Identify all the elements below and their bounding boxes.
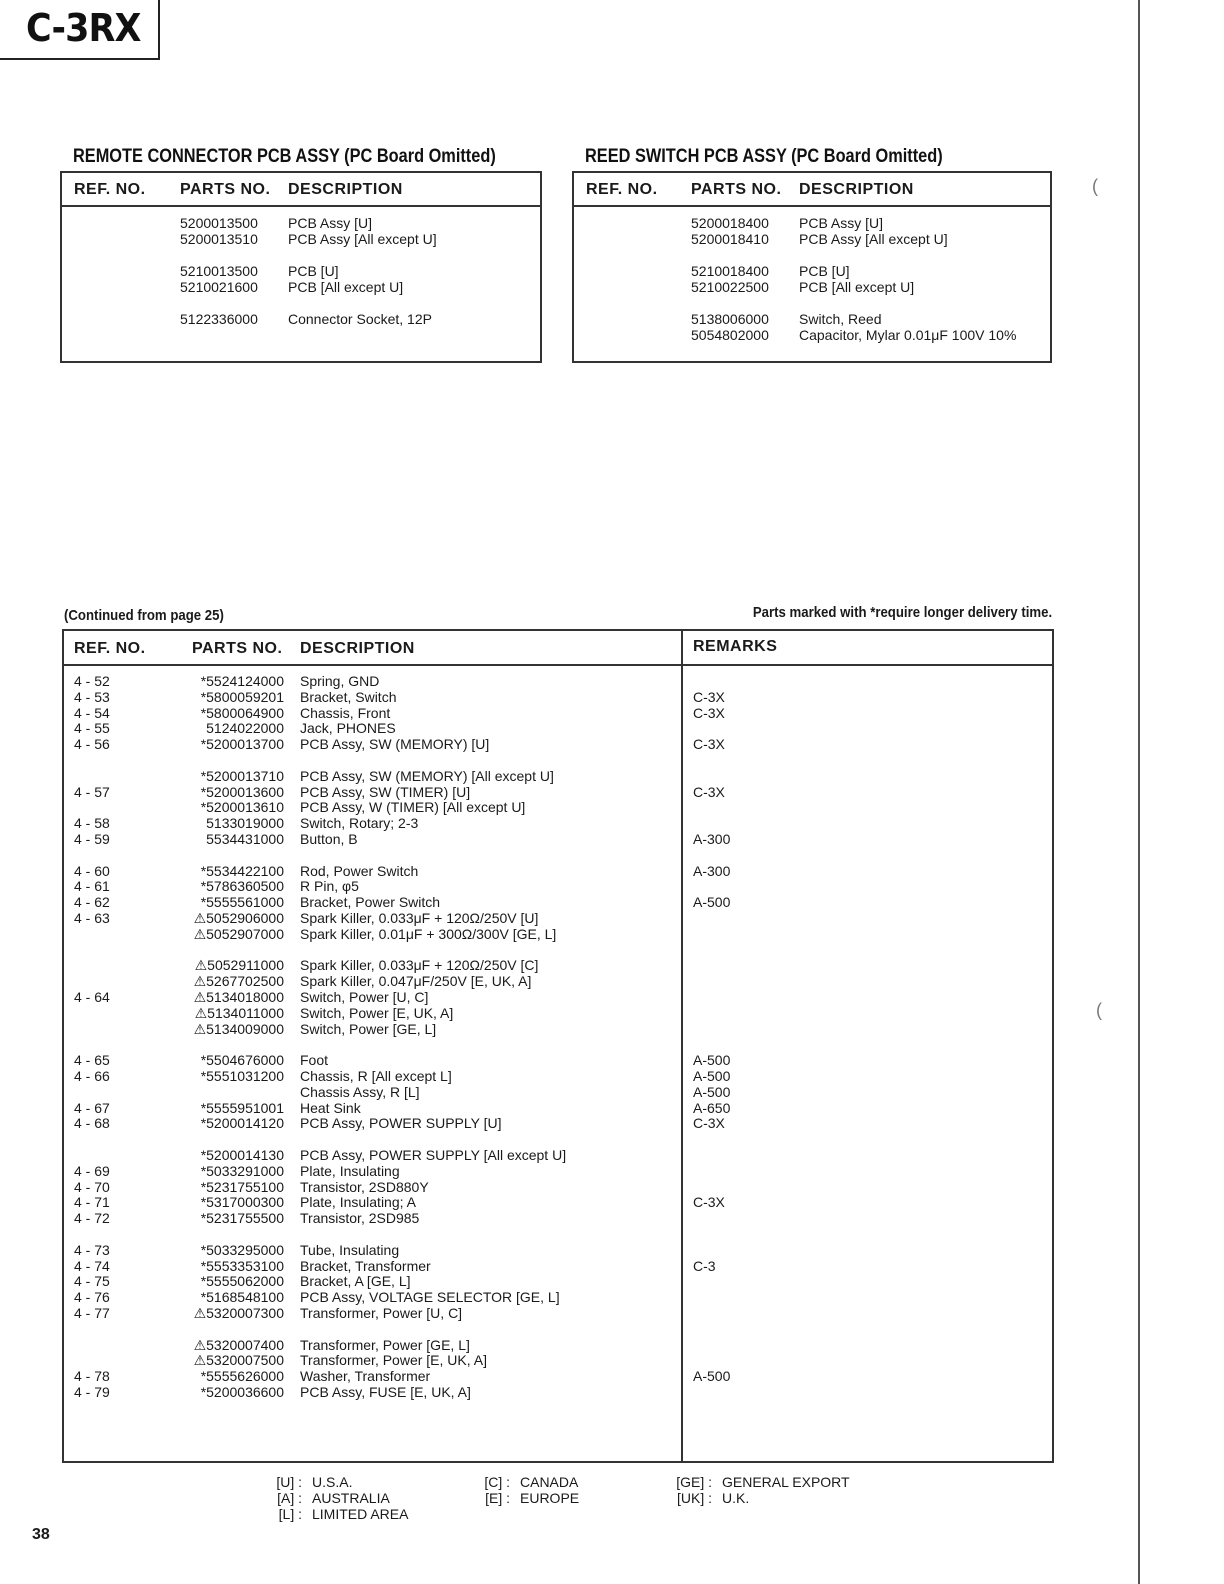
part-description: Transistor, 2SD880Y xyxy=(300,1178,429,1195)
binding-rule xyxy=(1138,0,1140,1584)
remark: A-300 xyxy=(693,862,731,879)
model-title: C-3RX xyxy=(26,6,141,50)
part-description: Chassis Assy, R [L] xyxy=(300,1083,420,1100)
part-number: 5122336000 xyxy=(180,311,258,327)
table-row xyxy=(574,231,1050,247)
part-number: ⚠5134011000 xyxy=(194,1004,284,1021)
table-row xyxy=(62,279,540,295)
reed-parts-table xyxy=(572,171,1052,363)
legend-key: [A] : xyxy=(277,1490,302,1506)
part-description: Transformer, Power [E, UK, A] xyxy=(300,1352,487,1369)
remark: C-3X xyxy=(693,736,725,753)
ref-no: 4 - 54 xyxy=(74,704,110,721)
part-number: *5800059201 xyxy=(200,688,284,705)
part-description: Capacitor, Mylar 0.01μF 100V 10% xyxy=(799,327,1017,343)
table-row xyxy=(64,1068,1052,1084)
part-description: PCB Assy, SW (MEMORY) [U] xyxy=(300,736,490,753)
part-number: 5054802000 xyxy=(691,327,769,343)
ref-no: 4 - 73 xyxy=(74,1241,110,1258)
remark: C-3X xyxy=(693,783,725,800)
part-description: PCB [All except U] xyxy=(799,279,915,295)
part-description: PCB Assy, SW (TIMER) [U] xyxy=(300,783,471,800)
reed-section-title: REED SWITCH PCB ASSY (PC Board Omitted) xyxy=(585,146,943,167)
ref-no: 4 - 62 xyxy=(74,894,110,911)
part-description: PCB Assy [U] xyxy=(288,215,373,231)
margin-mark: ( xyxy=(1096,1000,1102,1020)
ref-no: 4 - 63 xyxy=(74,910,110,926)
part-description: Washer, Transformer xyxy=(300,1368,431,1385)
part-description: Transistor, 2SD985 xyxy=(300,1210,420,1227)
table-row xyxy=(64,1289,1052,1305)
legend-value: U.K. xyxy=(722,1490,750,1506)
part-description: Connector Socket, 12P xyxy=(288,311,432,327)
table-row xyxy=(574,327,1050,343)
part-description: Switch, Rotary; 2-3 xyxy=(300,815,419,832)
table-row xyxy=(64,815,1052,831)
part-description: Tube, Insulating xyxy=(300,1241,400,1258)
header-parts-no: PARTS NO. xyxy=(691,181,782,198)
legend-key: [L] : xyxy=(278,1506,302,1522)
part-description: PCB Assy [All except U] xyxy=(288,231,437,247)
part-description: Bracket, Power Switch xyxy=(300,894,441,911)
header-parts-no: PARTS NO. xyxy=(180,181,271,198)
part-number: 5210013500 xyxy=(180,263,258,279)
part-description: PCB [All except U] xyxy=(288,279,404,295)
table-row xyxy=(64,1084,1052,1100)
part-number: *5231755100 xyxy=(200,1178,284,1195)
table-row xyxy=(64,1052,1052,1068)
part-description: Foot xyxy=(300,1052,329,1069)
part-number: *5033291000 xyxy=(200,1162,284,1179)
remote-parts-table xyxy=(60,171,542,363)
table-row xyxy=(64,1179,1052,1195)
ref-no: 4 - 72 xyxy=(74,1210,110,1227)
delivery-note: Parts marked with *require longer delivery time. xyxy=(752,604,1052,621)
part-description: Switch, Power [E, UK, A] xyxy=(300,1004,454,1021)
remark: C-3X xyxy=(693,704,725,721)
table-row xyxy=(64,768,1052,784)
part-description: PCB Assy, POWER SUPPLY [U] xyxy=(300,1115,502,1132)
ref-no: 4 - 75 xyxy=(74,1273,110,1290)
ref-no: 4 - 56 xyxy=(74,736,110,753)
table-row xyxy=(64,831,1052,847)
legend-value: GENERAL EXPORT xyxy=(722,1474,850,1490)
legend-item xyxy=(256,1474,408,1490)
table-row xyxy=(64,1163,1052,1179)
header-remarks: REMARKS xyxy=(693,638,778,655)
table-row xyxy=(64,863,1052,879)
legend-item xyxy=(666,1490,850,1506)
part-number: ⚠5134009000 xyxy=(193,1020,284,1037)
part-number: ⚠5052911000 xyxy=(194,957,284,974)
part-description: PCB Assy, W (TIMER) [All except U] xyxy=(300,799,526,816)
part-description: PCB [U] xyxy=(288,263,339,279)
part-number: *5231755500 xyxy=(200,1210,284,1227)
table-row xyxy=(64,720,1052,736)
part-description: Switch, Power [GE, L] xyxy=(300,1020,437,1037)
ref-no: 4 - 78 xyxy=(74,1368,110,1385)
table-row xyxy=(64,1100,1052,1116)
legend-item xyxy=(256,1490,408,1506)
part-number: 5138006000 xyxy=(691,311,769,327)
header-ref-no: REF. NO. xyxy=(74,640,146,657)
part-number: ⚠5320007300 xyxy=(193,1305,284,1321)
remark: A-500 xyxy=(693,1083,731,1100)
ref-no: 4 - 57 xyxy=(74,783,110,800)
table-row xyxy=(574,263,1050,279)
ref-no: 4 - 77 xyxy=(74,1305,110,1321)
page-number: 38 xyxy=(32,1526,50,1543)
part-description: R Pin, φ5 xyxy=(300,878,359,895)
table-row xyxy=(64,894,1052,910)
ref-no: 4 - 71 xyxy=(74,1194,110,1211)
part-number: *5524124000 xyxy=(200,673,284,689)
ref-no: 4 - 70 xyxy=(74,1178,110,1195)
part-description: Spark Killer, 0.033μF + 120Ω/250V [U] xyxy=(300,910,539,926)
part-number: *5786360500 xyxy=(200,878,284,895)
continued-note: (Continued from page 25) xyxy=(64,607,224,624)
model-box xyxy=(0,0,160,60)
part-number: *5551031200 xyxy=(200,1068,284,1084)
ref-no: 4 - 79 xyxy=(74,1384,110,1400)
table-row xyxy=(574,279,1050,295)
part-number: *5555951001 xyxy=(200,1099,284,1116)
ref-no: 4 - 53 xyxy=(74,688,110,705)
part-number: 5200018410 xyxy=(691,231,769,247)
legend-value: AUSTRALIA xyxy=(312,1490,390,1506)
part-description: PCB Assy, POWER SUPPLY [All except U] xyxy=(300,1147,567,1163)
part-description: Bracket, Transformer xyxy=(300,1257,431,1274)
table-header xyxy=(574,173,1050,207)
ref-no: 4 - 66 xyxy=(74,1068,110,1084)
table-row xyxy=(62,263,540,279)
part-number: *5534422100 xyxy=(200,862,284,879)
table-row xyxy=(64,705,1052,721)
table-row xyxy=(64,1258,1052,1274)
part-number: ⚠5320007500 xyxy=(193,1352,284,1369)
table-row xyxy=(64,1273,1052,1289)
table-row xyxy=(64,1352,1052,1368)
table-row xyxy=(64,673,1052,689)
table-row xyxy=(574,311,1050,327)
ref-no: 4 - 68 xyxy=(74,1115,110,1132)
part-description: Chassis, R [All except L] xyxy=(300,1068,452,1084)
part-number: 5200013500 xyxy=(180,215,258,231)
part-number: *5555626000 xyxy=(200,1368,284,1385)
table-row xyxy=(64,1115,1052,1131)
header-description: DESCRIPTION xyxy=(288,181,403,198)
legend-item xyxy=(666,1474,850,1490)
legend-item xyxy=(256,1506,408,1522)
part-number: *5168548100 xyxy=(200,1289,284,1306)
ref-no: 4 - 76 xyxy=(74,1289,110,1306)
remark: A-500 xyxy=(693,1068,731,1084)
part-number: *5200036600 xyxy=(200,1384,284,1400)
part-description: Plate, Insulating xyxy=(300,1162,400,1179)
ref-no: 4 - 60 xyxy=(74,862,110,879)
header-parts-no: PARTS NO. xyxy=(192,640,283,657)
remark: C-3X xyxy=(693,688,725,705)
remark: A-650 xyxy=(693,1099,731,1116)
table-row xyxy=(64,1194,1052,1210)
part-number: *5033295000 xyxy=(200,1241,284,1258)
remark: C-3X xyxy=(693,1194,725,1211)
part-number: *5555561000 xyxy=(200,894,284,911)
legend-item xyxy=(464,1490,579,1506)
part-number: 5200018400 xyxy=(691,215,769,231)
part-description: PCB Assy, SW (MEMORY) [All except U] xyxy=(300,767,554,784)
part-description: PCB Assy, VOLTAGE SELECTOR [GE, L] xyxy=(300,1289,560,1306)
remark: C-3X xyxy=(693,1115,725,1132)
part-description: Spring, GND xyxy=(300,673,380,689)
table-row xyxy=(64,878,1052,894)
part-number: 5200013510 xyxy=(180,231,258,247)
header-ref-no: REF. NO. xyxy=(586,181,658,198)
legend-value: EUROPE xyxy=(520,1490,580,1506)
part-number: *5200013700 xyxy=(200,736,284,753)
part-number: ⚠5052906000 xyxy=(193,910,284,926)
part-description: Transformer, Power [GE, L] xyxy=(300,1336,470,1353)
part-number: *5555062000 xyxy=(200,1273,284,1290)
part-description: PCB Assy, FUSE [E, UK, A] xyxy=(300,1384,471,1400)
part-description: Rod, Power Switch xyxy=(300,862,419,879)
legend-col-3 xyxy=(666,1474,850,1506)
remote-section-title: REMOTE CONNECTOR PCB ASSY (PC Board Omitted) xyxy=(73,146,496,167)
part-number: *5200013610 xyxy=(200,799,284,816)
part-description: Bracket, A [GE, L] xyxy=(300,1273,411,1290)
table-row xyxy=(62,231,540,247)
table-header xyxy=(62,173,540,207)
ref-no: 4 - 64 xyxy=(74,989,110,1005)
part-description: Heat Sink xyxy=(300,1099,361,1116)
part-description: PCB [U] xyxy=(799,263,850,279)
legend-key: [C] : xyxy=(484,1474,510,1490)
legend-value: U.S.A. xyxy=(312,1474,353,1490)
table-row xyxy=(64,957,1052,973)
part-number: 5210022500 xyxy=(691,279,769,295)
legend-key: [E] : xyxy=(485,1490,510,1506)
ref-no: 4 - 65 xyxy=(74,1052,110,1069)
table-row xyxy=(64,1384,1052,1400)
part-number: *5200013710 xyxy=(200,767,284,784)
legend-col-1 xyxy=(256,1474,408,1522)
part-description: Chassis, Front xyxy=(300,704,391,721)
table-row xyxy=(64,1305,1052,1321)
remark: A-500 xyxy=(693,1368,731,1385)
table-header xyxy=(64,631,1052,666)
header-description: DESCRIPTION xyxy=(300,640,415,657)
part-number: ⚠5134018000 xyxy=(193,989,284,1005)
table-row xyxy=(64,736,1052,752)
ref-no: 4 - 59 xyxy=(74,831,110,847)
main-parts-table xyxy=(62,629,1054,1463)
remark: A-500 xyxy=(693,894,731,911)
part-number: 5210021600 xyxy=(180,279,258,295)
part-description: PCB Assy [All except U] xyxy=(799,231,948,247)
ref-no: 4 - 52 xyxy=(74,673,110,689)
table-row xyxy=(64,799,1052,815)
table-row xyxy=(62,311,540,327)
table-row xyxy=(64,1147,1052,1163)
table-row xyxy=(64,689,1052,705)
ref-no: 4 - 67 xyxy=(74,1099,110,1116)
part-description: Jack, PHONES xyxy=(300,720,396,737)
legend-key: [UK] : xyxy=(676,1490,712,1506)
ref-no: 4 - 69 xyxy=(74,1162,110,1179)
part-description: Switch, Power [U, C] xyxy=(300,989,429,1005)
table-row xyxy=(64,1368,1052,1384)
table-row xyxy=(64,910,1052,926)
legend-value: CANADA xyxy=(520,1474,579,1490)
legend-item xyxy=(464,1474,579,1490)
part-number: *5317000300 xyxy=(200,1194,284,1211)
part-number: 5124022000 xyxy=(206,720,284,737)
legend-key: [U] : xyxy=(276,1474,302,1490)
part-number: *5200014130 xyxy=(200,1147,284,1163)
part-number: ⚠5052907000 xyxy=(193,925,284,942)
table-row xyxy=(64,1210,1052,1226)
table-row xyxy=(64,989,1052,1005)
table-row xyxy=(64,1337,1052,1353)
part-number: 5133019000 xyxy=(206,815,284,832)
ref-no: 4 - 74 xyxy=(74,1257,110,1274)
legend-col-2 xyxy=(464,1474,579,1506)
part-description: Button, B xyxy=(300,831,358,847)
part-number: ⚠5267702500 xyxy=(193,973,284,990)
part-description: Spark Killer, 0.047μF/250V [E, UK, A] xyxy=(300,973,532,990)
part-description: Switch, Reed xyxy=(799,311,882,327)
part-description: Spark Killer, 0.01μF + 300Ω/300V [GE, L] xyxy=(300,925,557,942)
remark: C-3 xyxy=(693,1257,716,1274)
table-row xyxy=(574,215,1050,231)
part-description: Plate, Insulating; A xyxy=(300,1194,416,1211)
legend-value: LIMITED AREA xyxy=(312,1506,409,1522)
part-number: *5553353100 xyxy=(200,1257,284,1274)
part-description: Bracket, Switch xyxy=(300,688,397,705)
part-number: *5200013600 xyxy=(200,783,284,800)
part-description: Transformer, Power [U, C] xyxy=(300,1305,463,1321)
part-number: *5504676000 xyxy=(200,1052,284,1069)
ref-no: 4 - 58 xyxy=(74,815,110,832)
table-row xyxy=(64,973,1052,989)
part-description: PCB Assy [U] xyxy=(799,215,884,231)
header-ref-no: REF. NO. xyxy=(74,181,146,198)
table-row xyxy=(64,1005,1052,1021)
table-row xyxy=(64,1242,1052,1258)
table-row xyxy=(62,215,540,231)
ref-no: 4 - 61 xyxy=(74,878,110,895)
header-description: DESCRIPTION xyxy=(799,181,914,198)
table-row xyxy=(64,1021,1052,1037)
part-number: *5200014120 xyxy=(200,1115,284,1132)
margin-mark: ( xyxy=(1092,176,1098,196)
remark: A-500 xyxy=(693,1052,731,1069)
part-description: Spark Killer, 0.033μF + 120Ω/250V [C] xyxy=(300,957,539,974)
table-row xyxy=(64,784,1052,800)
ref-no: 4 - 55 xyxy=(74,720,110,737)
part-number: ⚠5320007400 xyxy=(193,1336,284,1353)
table-row xyxy=(64,926,1052,942)
part-number: *5800064900 xyxy=(200,704,284,721)
remark: A-300 xyxy=(693,831,731,847)
part-number: 5210018400 xyxy=(691,263,769,279)
part-number: 5534431000 xyxy=(206,831,284,847)
legend-key: [GE] : xyxy=(676,1474,712,1490)
